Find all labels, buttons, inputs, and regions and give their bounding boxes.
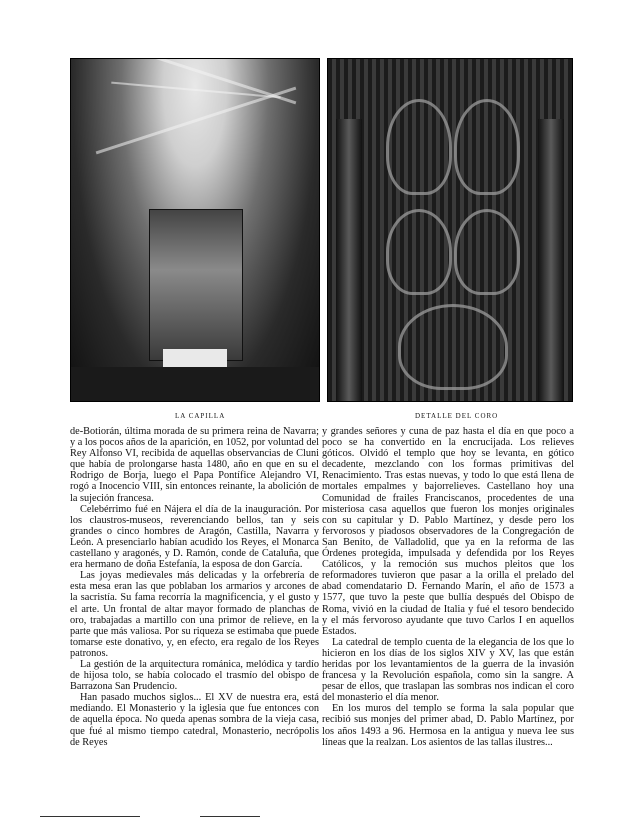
carved-ornament — [454, 99, 520, 195]
carved-pillar — [538, 119, 564, 401]
carved-ornament — [454, 209, 520, 295]
paragraph: La catedral de templo cuenta de la elegancia de los que lo hicieron en los días de los siglos XIV y XV, las que están heridas por los levantamientos de la guerra de la invasión francesa y la Revolución española, como sin la sangre. A pesar de ellos, que traslapan las sombras nos indican el coro del monasterio el día menor. — [322, 636, 574, 704]
altarpiece — [149, 209, 243, 361]
paragraph: de-Botiorán, última morada de su primera reina de Navarra; y a los pocos años de la aparición, en 1052, por voluntad del Rey Alfonso VI, recibida de aquellas observancias de Cluni que había de prolongarse hasta 1480, año en que en su el Rodrigo de Borja, luego el Papa Pontífice Alejandro VI, rogó a Inocencio VIII, sin entonces reinante, la abolición de la sujeción francesa. — [70, 426, 319, 504]
left-photo-caption: LA CAPILLA — [175, 412, 226, 420]
carved-pillar — [336, 119, 362, 401]
bottom-rule — [200, 816, 260, 817]
paragraph: Las joyas medievales más delicadas y la orfebrería de esta mesa eran las que poblaban los armarios y arcones de la sacristía. Su fama recorría la magnificencia, y el gusto y el arte. Un frontal de altar mayor formado de planchas de oro, trabajadas a martillo con una primor de relieve, en la parte que más valiosa. Por su riqueza se estimaba que puede tomarse este donativo, y, en efecto, era regalo de los Reyes patronos. — [70, 570, 319, 659]
right-photo-caption: DETALLE DEL CORO — [415, 412, 499, 420]
paragraph: Celebérrimo fué en Nájera el día de la inauguración. Por los claustros-museos, reverenciando bellos, tan y seis grandes o cinco hombres de Aragón, Castilla, Navarra y León. A presenciarlo habían acudido los Reyes, el Monarca castellano y aragonés, y D. Ramón, conde de Cataluña, que era hermano de doña Estefanía, la esposa de don García. — [70, 503, 319, 571]
bottom-rule — [40, 816, 140, 817]
chapel-floor — [71, 367, 319, 401]
paragraph: y grandes señores y cuna de paz hasta el día en que poco a poco se ha convertido en la encrucijada. Los relieves góticos. Olvidó el templo que hoy se levanta, en gótico decadente, mezclando con los formas primitivas del Renacimiento. Tras estas nuevas, y todo lo que está llena de mortales empalmes y bajorrelieves. Castellano hoy una Comunidad de frailes Franciscanos, procedentes de una misteriosa casa aquellos que fueron los monjes originales con su capitular y D. Pablo Martínez, y desde pero los fervorosos y piadosos observadores de la Congregación de San Benito, de Valladolid, que ya en la reforma de las Órdenes protegida, impulsada y defendida por los Reyes Católicos, y la remoción sus muchos pleitos que los reformadores tuvieron que pasar a la orilla el prelado del abad comendatario D. Fernando Marín, el año de 1573 a 1577, que tuvo la peste que bullía después del Obispo de Roma, vivió en la ciudad de Italia y fué el tesoro bendecido y el más fervoroso ayudante que tuvo Carlos I en aquellos Estados. — [322, 426, 574, 637]
right-text-column — [322, 426, 574, 748]
paragraph: En los muros del templo se forma la sala popular que recibió sus monjes del primer abad, D. Pablo Martínez, por los años 1493 a 96. Hermosa en la antigua y nueva lee sus líneas que la realzan. Los asientos de las tallas ilustres... — [322, 703, 574, 748]
paragraph: La gestión de la arquitectura románica, melódica y tardío de hijosa tolo, se había colocado el trasmío del obispo de Barrazona San Prudencio. — [70, 658, 319, 693]
chapel-photo — [70, 58, 320, 402]
paragraph: Han pasado muchos siglos... El XV de nuestra era, está mediando. El Monasterio y la iglesia que fue entonces con de aquella época. No queda apenas sombra de la vieja casa, que fué al mismo tiempo catedral, Monasterio, necrópolis de Reyes — [70, 692, 319, 748]
carved-ornament — [386, 99, 452, 195]
carved-ornament — [386, 209, 452, 295]
altar-table — [163, 349, 227, 367]
choir-detail-photo — [327, 58, 573, 402]
carved-ornament — [398, 304, 508, 390]
left-text-column — [70, 426, 319, 748]
